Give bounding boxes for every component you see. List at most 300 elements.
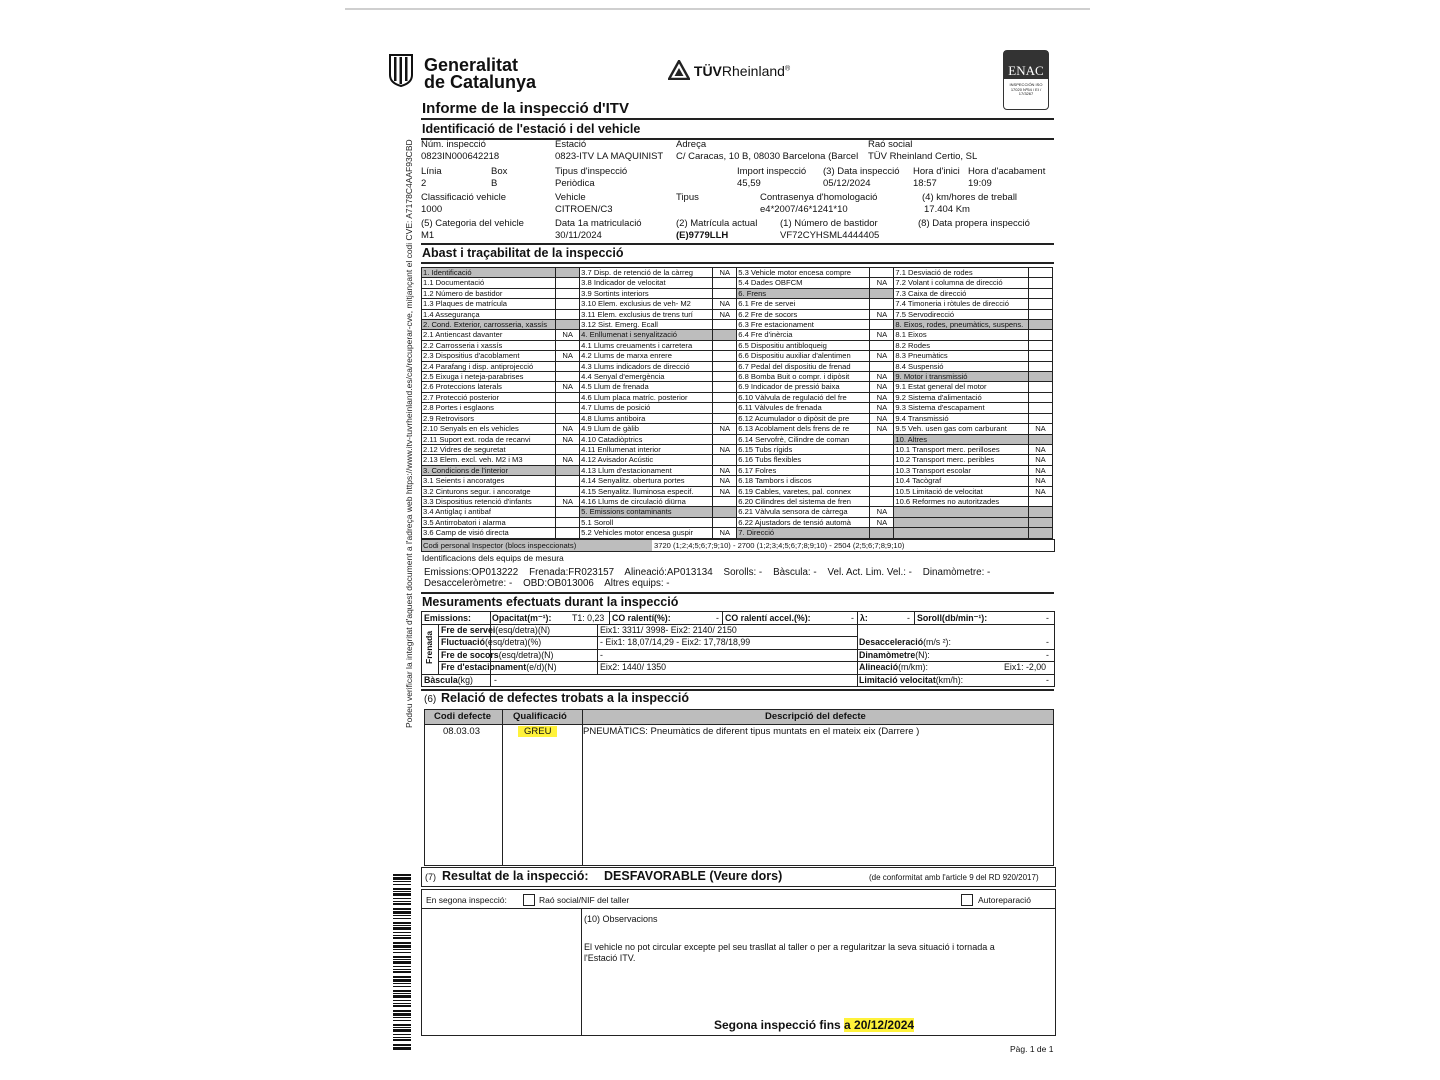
- equipment-line1: Emissions:OP013222 Frenada:FR023157 Alineació:AP013134 Sorolls: - Bàscula: - Vel. Act. Lim. Vel.: - Dinamòmetre: -: [424, 567, 991, 578]
- scope-item-status: [1028, 361, 1052, 371]
- ident-label: (4) km/hores de treball: [922, 192, 1018, 203]
- inspector-code-row: [421, 539, 1055, 552]
- scope-item-status: [556, 517, 580, 527]
- deadline-prefix: Segona inspecció fins: [714, 1018, 845, 1032]
- scope-item: 4. Enllumenat i senyalització: [580, 330, 713, 340]
- enac-subtext: INSPECCIÓN ISO 17020 Nº54 / EI / 17/3267: [1009, 82, 1043, 96]
- ident-value: 2: [421, 178, 427, 189]
- scope-item-status: [1028, 507, 1052, 517]
- scope-item: 2.1 Antiencast davanter: [422, 330, 556, 340]
- scope-item-status: [870, 288, 894, 298]
- scope-item-status: NA: [556, 330, 580, 340]
- result-value: DESFAVORABLE (Veure dors): [604, 869, 783, 883]
- ident-value: B: [491, 178, 498, 189]
- scope-item-status: NA: [1028, 424, 1052, 434]
- scope-item-status: [1028, 340, 1052, 350]
- scope-item: [894, 507, 1029, 517]
- scope-item-status: [556, 392, 580, 402]
- scope-item: 2.13 Elem. excl. veh. M2 i M3: [422, 455, 556, 465]
- scope-item-status: [556, 361, 580, 371]
- scope-item: 10.6 Reformes no autoritzades: [894, 496, 1029, 506]
- scope-item: 4.8 Llums antiboira: [580, 413, 713, 423]
- scope-item: 6.17 Folres: [737, 465, 870, 475]
- scope-item: 1.2 Número de bastidor: [422, 288, 556, 298]
- scope-item: 2.2 Carrosseria i xassís: [422, 340, 556, 350]
- scope-item: 8.1 Eixos: [894, 330, 1029, 340]
- scope-item: 6.7 Pedal del dispositiu de frenad: [737, 361, 870, 371]
- scope-item: 6.14 Servofrè, Cilindre de coman: [737, 434, 870, 444]
- scope-item-status: [1028, 528, 1052, 538]
- scope-item-status: [556, 278, 580, 288]
- generalitat-shield-icon: [388, 53, 414, 87]
- scope-item: 10. Altres: [894, 434, 1029, 444]
- co-accel-label: CO ralentí accel.(%):: [725, 613, 811, 623]
- scope-item: 6.8 Bomba Buit o compr. i dipòsit: [737, 372, 870, 382]
- scope-item: 4.15 Senyalitz. lluminosa especif.: [580, 486, 713, 496]
- scope-item-status: [556, 340, 580, 350]
- scope-item-status: NA: [713, 424, 737, 434]
- scope-item-status: [556, 486, 580, 496]
- ident-value: CITROEN/C3: [555, 204, 613, 215]
- workshop-label: Raó social/NIF del taller: [539, 895, 630, 905]
- scope-item: 6.10 Vàlvula de regulació del fre: [737, 392, 870, 402]
- opacity-label: Opacitat(m⁻¹):: [492, 613, 552, 623]
- scope-row: [422, 528, 1053, 538]
- scope-item-status: NA: [1028, 455, 1052, 465]
- scope-item-status: NA: [870, 424, 894, 434]
- scope-item-status: [556, 372, 580, 382]
- scope-item: 10.3 Transport escolar: [894, 465, 1029, 475]
- scope-item: 3.10 Elem. exclusius de veh- M2: [580, 299, 713, 309]
- deceleration-value: -: [1046, 637, 1049, 647]
- scope-item-status: [1028, 351, 1052, 361]
- speed-limit-label: Limitació velocitat: [859, 675, 936, 685]
- scope-row: [422, 309, 1053, 319]
- ident-value: 0823-ITV LA MAQUINIST: [555, 151, 664, 162]
- scope-item-status: NA: [556, 382, 580, 392]
- scope-item: 4.6 Llum placa matríc. posterior: [580, 392, 713, 402]
- scope-rule: [421, 262, 1054, 264]
- scope-item: 7. Direcció: [737, 528, 870, 538]
- scope-item-status: NA: [870, 392, 894, 402]
- scope-item: 7.2 Volant i columna de direcció: [894, 278, 1029, 288]
- scale-value: -: [494, 675, 497, 685]
- measurements-heading: Mesuraments efectuats durant la inspecció: [422, 595, 679, 609]
- tuv-bold: TÜV: [693, 63, 722, 79]
- scope-item: 2.8 Portes i esglaons: [422, 403, 556, 413]
- scope-item-status: [713, 507, 737, 517]
- scope-item-status: NA: [713, 268, 737, 278]
- scope-row: [422, 465, 1053, 475]
- scope-item-status: [713, 413, 737, 423]
- scope-item-status: NA: [556, 351, 580, 361]
- fluctuation-value: - Eix1: 18,07/14,29 - Eix2: 17,78/18,99: [600, 637, 751, 647]
- scope-grid: [421, 267, 1053, 539]
- scope-item: 6.4 Fre d'inèrcia: [737, 330, 870, 340]
- scope-item-status: [1028, 330, 1052, 340]
- page-number: Pàg. 1 de 1: [1010, 1044, 1054, 1054]
- defect-code: 08.03.03: [443, 726, 480, 737]
- equipment-heading: Identificacions dels equips de mesura: [422, 553, 564, 563]
- scope-item: 9.2 Sistema d'alimentació: [894, 392, 1029, 402]
- scope-row: [422, 340, 1053, 350]
- scope-item: 5.2 Vehicles motor encesa guspir: [580, 528, 713, 538]
- scope-item-status: [713, 382, 737, 392]
- scope-item: 3.9 Sortints interiors: [580, 288, 713, 298]
- scope-item-status: [556, 465, 580, 475]
- co-accel-value: -: [851, 613, 854, 623]
- scope-item-status: [713, 434, 737, 444]
- scope-item-status: NA: [713, 528, 737, 538]
- emissions-label: Emissions:: [424, 613, 471, 623]
- scope-item: 8.3 Pneumàtics: [894, 351, 1029, 361]
- scope-item: 9.3 Sistema d'escapament: [894, 403, 1029, 413]
- scope-item: 3. Condicions de l'interior: [422, 465, 556, 475]
- scope-row: [422, 403, 1053, 413]
- scope-row: [422, 320, 1053, 330]
- scope-item-status: [870, 361, 894, 371]
- service-brake-unit: (esq/detra)(N): [495, 625, 551, 635]
- inspector-code-value: 3720 (1;2;4;5;6;7;9;10) - 2700 (1;2;3;4;5;6;7;8;9;10) - 2504 (2;5;6;7;8;9;10): [654, 541, 905, 550]
- co-idle-label: CO ralentí(%):: [612, 613, 671, 623]
- scope-item: 3.8 Indicador de velocitat: [580, 278, 713, 288]
- scale-label: Bàscula: [424, 675, 458, 685]
- ident-label: Data 1a matriculació: [555, 218, 642, 229]
- scope-item: 6.20 Cilindres del sistema de fren: [737, 496, 870, 506]
- ident-label: (3) Data inspecció: [823, 166, 900, 177]
- ident-label: Vehicle: [555, 192, 586, 203]
- ident-label: Tipus: [676, 192, 699, 203]
- observations-text1: El vehicle no pot circular excepte pel seu trasllat al taller o per a regularitzar la seva situació i tornada a: [584, 942, 995, 952]
- scope-item-status: NA: [1028, 486, 1052, 496]
- ident-value: 18:57: [913, 178, 937, 189]
- scope-item-status: [556, 476, 580, 486]
- lambda-label: λ:: [860, 613, 868, 623]
- scope-item: 10.1 Transport merc. perilloses: [894, 444, 1029, 454]
- ident-label: Contrasenya d'homologació: [760, 192, 878, 203]
- scope-row: [422, 288, 1053, 298]
- second-inspection-label: En segona inspecció:: [426, 895, 507, 905]
- scope-item: 3.5 Antirrobatori i alarma: [422, 517, 556, 527]
- scope-item: 4.1 Llums creuaments i carretera: [580, 340, 713, 350]
- noise-value: -: [1046, 613, 1049, 623]
- defects-heading: Relació de defectes trobats a la inspecció: [441, 691, 690, 705]
- scope-item-status: NA: [1028, 476, 1052, 486]
- scope-item: 8.2 Rodes: [894, 340, 1029, 350]
- scope-item-status: NA: [870, 372, 894, 382]
- alignment-unit: (m/km):: [898, 662, 928, 672]
- measurements-table: [421, 611, 1055, 687]
- scope-item-status: [713, 496, 737, 506]
- scope-item: 1.4 Assegurança: [422, 309, 556, 319]
- self-repair-checkbox[interactable]: [961, 894, 973, 906]
- defect-description: PNEUMÀTICS: Pneumàtics de diferent tipus muntats en el mateix eix (Darrere ): [583, 726, 920, 737]
- scope-item-status: [1028, 288, 1052, 298]
- scope-heading: Abast i traçabilitat de la inspecció: [422, 246, 624, 260]
- scope-item-status: [870, 340, 894, 350]
- scope-item-status: [556, 507, 580, 517]
- scope-item-status: [713, 330, 737, 340]
- ident-value: C/ Caracas, 10 B, 08030 Barcelona (Barcel: [676, 151, 859, 162]
- scope-item-status: [1028, 517, 1052, 527]
- report-title: Informe de la inspecció d'ITV: [422, 100, 629, 117]
- scope-item-status: [1028, 392, 1052, 402]
- scope-item-status: [1028, 403, 1052, 413]
- scope-item: 9.1 Estat general del motor: [894, 382, 1029, 392]
- scope-item: 5. Emissions contaminants: [580, 507, 713, 517]
- scope-row: [422, 455, 1053, 465]
- deceleration-unit: (m/s ²):: [923, 637, 951, 647]
- dynamometer-unit: (N):: [915, 650, 930, 660]
- scope-row: [422, 444, 1053, 454]
- scope-item-status: [713, 403, 737, 413]
- scope-item-status: [713, 455, 737, 465]
- scope-item-status: NA: [870, 278, 894, 288]
- scope-item: 3.4 Antiglaç i antibaf: [422, 507, 556, 517]
- scope-item: 4.11 Enllumenat interior: [580, 444, 713, 454]
- scope-top-rule: [421, 243, 1054, 245]
- scope-item-status: NA: [870, 507, 894, 517]
- scope-item-status: [556, 288, 580, 298]
- ident-value: M1: [421, 230, 435, 241]
- scope-item: 4.3 Llums indicadors de direcció: [580, 361, 713, 371]
- scope-item-status: [713, 372, 737, 382]
- parking-brake-value: Eix2: 1440/ 1350: [600, 662, 667, 672]
- scope-item: 6.16 Tubs flexibles: [737, 455, 870, 465]
- scope-item: 7.5 Servodirecció: [894, 309, 1029, 319]
- result-label: Resultat de la inspecció:: [442, 869, 589, 883]
- col-qualification: Qualificació: [513, 711, 567, 722]
- scope-item: 5.3 Vehicle motor encesa compre: [737, 268, 870, 278]
- generalitat-line2: de Catalunya: [424, 72, 537, 92]
- scope-row: [422, 299, 1053, 309]
- scope-item: 5.1 Soroll: [580, 517, 713, 527]
- scope-item-status: NA: [713, 299, 737, 309]
- scope-item: 3.7 Disp. de retenció de la càrreg: [580, 268, 713, 278]
- ident-label: Classificació vehicle: [421, 192, 507, 203]
- scope-item-status: [870, 528, 894, 538]
- scope-item-status: NA: [713, 444, 737, 454]
- ident-value: 17.404 Km: [924, 204, 970, 215]
- scope-item-status: [556, 320, 580, 330]
- scope-item-status: [870, 268, 894, 278]
- tuv-logo: [668, 60, 790, 80]
- scope-row: [422, 486, 1053, 496]
- scale-unit: (kg): [457, 675, 473, 685]
- scope-item: 4.2 Llums de marxa enrere: [580, 351, 713, 361]
- scope-item: 6.18 Tambors i discos: [737, 476, 870, 486]
- scope-item: 6.3 Fre estacionament: [737, 320, 870, 330]
- scope-row: [422, 434, 1053, 444]
- enac-text: ENAC: [1004, 51, 1048, 79]
- scope-item: 2.5 Eixuga i neteja-parabrises: [422, 372, 556, 382]
- scope-item: 2.7 Protecció posterior: [422, 392, 556, 402]
- barcode-icon: [393, 874, 411, 1050]
- scope-item: 6.13 Acoblament dels frens de re: [737, 424, 870, 434]
- scope-item: 4.5 Llum de frenada: [580, 382, 713, 392]
- scope-item-status: NA: [870, 309, 894, 319]
- workshop-checkbox[interactable]: [523, 894, 535, 906]
- noise-label: Soroll(db/min⁻¹):: [917, 613, 988, 623]
- scope-item-status: [870, 299, 894, 309]
- emergency-brake-label: Fre de socors: [441, 650, 499, 660]
- scope-item: [894, 517, 1029, 527]
- fluctuation-label: Fluctuació: [441, 637, 485, 647]
- ident-label: (1) Número de bastidor: [780, 218, 878, 229]
- ident-value: TÜV Rheinland Certio, SL: [868, 151, 978, 162]
- scope-item: 4.13 Llum d'estacionament: [580, 465, 713, 475]
- scope-item: 8.4 Suspensió: [894, 361, 1029, 371]
- ident-label: (5) Categoria del vehicle: [421, 218, 524, 229]
- scope-item-status: [713, 288, 737, 298]
- scope-item-status: NA: [870, 403, 894, 413]
- alignment-value: Eix1: -2,00: [1004, 662, 1047, 672]
- scope-row: [422, 372, 1053, 382]
- scope-item: 7.4 Timoneria i ròtules de direcció: [894, 299, 1029, 309]
- scope-item: 2.6 Proteccions laterals: [422, 382, 556, 392]
- service-brake-value: Eix1: 3311/ 3998- Eix2: 2140/ 2150: [600, 625, 737, 635]
- scope-item: 2.10 Senyals en els vehicles: [422, 424, 556, 434]
- scope-item: 2.3 Dispositius d'acoblament: [422, 351, 556, 361]
- ident-label: Tipus d'inspecció: [555, 166, 628, 177]
- scope-item-status: [870, 486, 894, 496]
- scope-item-status: [870, 465, 894, 475]
- ident-value: VF72CYHSML4444405: [780, 230, 880, 241]
- scope-item: 1.1 Documentació: [422, 278, 556, 288]
- tuv-triangle-icon: [668, 60, 690, 80]
- ident-label: (8) Data propera inspecció: [918, 218, 1030, 229]
- measure-top-rule: [421, 592, 1054, 594]
- scope-item: 6.9 Indicador de pressió baixa: [737, 382, 870, 392]
- scope-item: 6. Frens: [737, 288, 870, 298]
- scope-item: 4.9 Llum de gàlib: [580, 424, 713, 434]
- col-defect-code: Codi defecte: [434, 711, 492, 722]
- ident-value: 1000: [421, 204, 443, 215]
- opacity-value: T1: 0,23: [572, 613, 605, 623]
- scope-item: 10.2 Transport merc. peribles: [894, 455, 1029, 465]
- scope-item: 2.12 Vidres de seguretat: [422, 444, 556, 454]
- dynamometer-value: -: [1046, 650, 1049, 660]
- scope-item-status: [1028, 268, 1052, 278]
- scope-item: 3.12 Sist. Emerg. Ecall: [580, 320, 713, 330]
- defects-number: (6): [424, 694, 437, 705]
- scope-row: [422, 330, 1053, 340]
- scope-item: 6.2 Fre de socors: [737, 309, 870, 319]
- scope-item-status: NA: [870, 330, 894, 340]
- scope-row: [422, 476, 1053, 486]
- scope-item-status: [870, 476, 894, 486]
- scope-row: [422, 424, 1053, 434]
- scope-item: 3.2 Cinturons segur. i ancoratge: [422, 486, 556, 496]
- scope-item: 9.5 Veh. usen gas com carburant: [894, 424, 1029, 434]
- scope-item-status: NA: [556, 434, 580, 444]
- scope-item: 3.6 Camp de visió directa: [422, 528, 556, 538]
- scope-item: 10.5 Limitació de velocitat: [894, 486, 1029, 496]
- scope-item-status: [556, 309, 580, 319]
- ident-label: Adreça: [676, 139, 707, 150]
- ident-label: Hora d'inici: [913, 166, 960, 177]
- emergency-brake-value: -: [600, 650, 603, 660]
- observations-text2: l'Estació ITV.: [584, 953, 636, 963]
- parking-brake-label: Fre d'estacionament: [441, 662, 527, 672]
- scope-item: 6.5 Dispositiu antibloqueig: [737, 340, 870, 350]
- self-repair-label: Autoreparació: [978, 895, 1031, 905]
- result-row: [421, 867, 1056, 887]
- result-number: (7): [425, 872, 436, 882]
- alignment-label: Alineació: [859, 662, 899, 672]
- scope-item: 2.9 Retrovisors: [422, 413, 556, 423]
- deadline-date: a 20/12/2024: [844, 1018, 915, 1032]
- scope-item-status: NA: [556, 496, 580, 506]
- scope-item: 3.11 Elem. exclusius de trens turí: [580, 309, 713, 319]
- scope-item-status: NA: [556, 455, 580, 465]
- scope-row: [422, 496, 1053, 506]
- scope-item-status: [713, 351, 737, 361]
- scope-item: 4.14 Senyalitz. obertura portes: [580, 476, 713, 486]
- second-inspection-box: [421, 889, 1056, 1036]
- scope-item-status: [556, 403, 580, 413]
- fluctuation-unit: (esq/detra)(%): [485, 637, 542, 647]
- scope-item-status: [1028, 372, 1052, 382]
- scope-item-status: [556, 299, 580, 309]
- ident-value: (E)9779LLH: [676, 230, 729, 241]
- scope-item-status: NA: [713, 465, 737, 475]
- scope-row: [422, 392, 1053, 402]
- scope-item-status: [713, 392, 737, 402]
- scope-item: 3.3 Dispositius retenció d'infants: [422, 496, 556, 506]
- scope-item: 10.4 Tacògraf: [894, 476, 1029, 486]
- scope-item-status: [1028, 309, 1052, 319]
- scope-item-status: [1028, 382, 1052, 392]
- ident-value: e4*2007/46*1241*10: [760, 204, 848, 215]
- scope-item-status: [1028, 434, 1052, 444]
- ident-value: 19:09: [968, 178, 992, 189]
- scope-item: 4.12 Avisador Acústic: [580, 455, 713, 465]
- generalitat-line1: Generalitat: [424, 55, 519, 75]
- scope-item-status: [713, 340, 737, 350]
- equipment-line2: Desacceleròmetre: - OBD:OB013006 Altres equips: -: [424, 578, 670, 589]
- emergency-brake-unit: (esq/detra)(N): [498, 650, 554, 660]
- tuv-rest: Rheinland: [721, 63, 785, 79]
- verification-side-text: Podeu verificar la integritat d'aquest document a l'adreça web https://www.itv-tuvrheinland.es/ca/recuperar-cve, mitjançant el codi CVE: A7178C4AAF93CBD: [404, 139, 414, 728]
- scope-item-status: [713, 361, 737, 371]
- scope-item-status: NA: [1028, 465, 1052, 475]
- scope-item: 7.1 Desviació de rodes: [894, 268, 1029, 278]
- scope-item: 6.6 Dispositiu auxiliar d'alentimen: [737, 351, 870, 361]
- scope-item-status: NA: [870, 351, 894, 361]
- dynamometer-label: Dinamòmetre: [859, 650, 916, 660]
- title-rule: [421, 118, 1054, 120]
- scope-item-status: [556, 528, 580, 538]
- inspector-code-label: Codi personal Inspector (blocs inspeccionats): [422, 540, 652, 551]
- scope-item-status: [713, 517, 737, 527]
- scope-item-status: [556, 413, 580, 423]
- deceleration-label: Desacceleració: [859, 637, 924, 647]
- scope-item: 9. Motor i transmissió: [894, 372, 1029, 382]
- scope-item-status: [870, 444, 894, 454]
- scope-item-status: NA: [713, 486, 737, 496]
- scope-item-status: [870, 434, 894, 444]
- braking-vertical-label: Frenada: [424, 630, 434, 664]
- ident-value: 45,59: [737, 178, 761, 189]
- defect-qualification: GREU: [518, 726, 557, 737]
- scope-row: [422, 361, 1053, 371]
- scope-item: 4.4 Senyal d'emergència: [580, 372, 713, 382]
- ident-label: Raó social: [868, 139, 913, 150]
- scope-item: 7.3 Caixa de direcció: [894, 288, 1029, 298]
- scope-item: 3.1 Seients i ancoratges: [422, 476, 556, 486]
- scope-item-status: NA: [556, 424, 580, 434]
